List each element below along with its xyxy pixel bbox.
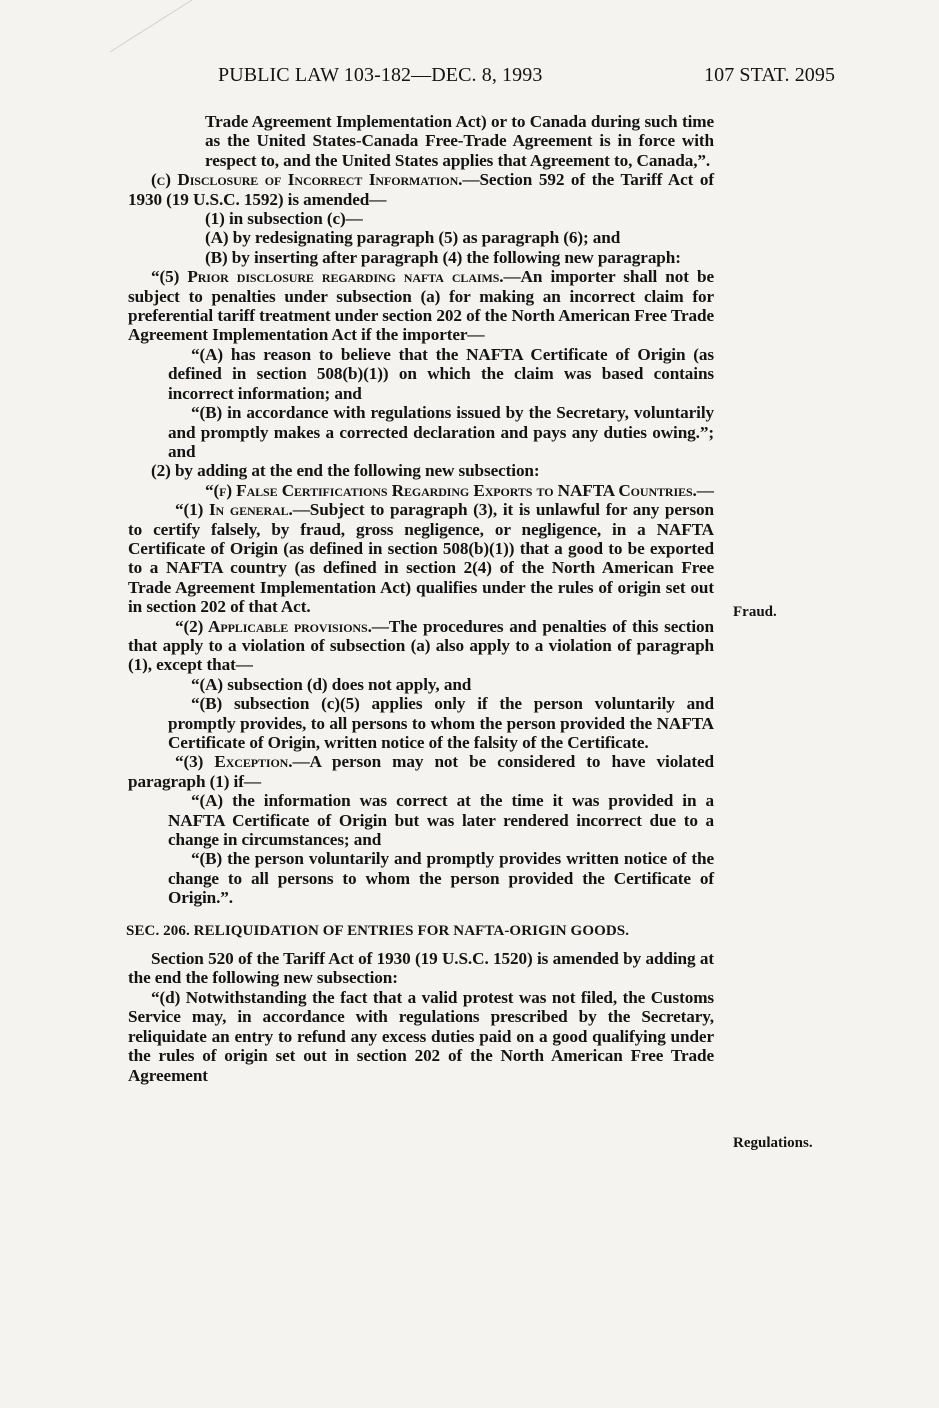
subsection-f-1 <box>128 500 714 616</box>
paragraph-5-text: —An importer shall not be subject to penalties under subsection (a) for making an incorrect claim for preferential tariff treatment under section 202 of the North American Free Trade Agreement Implementation Act if the importer— <box>128 267 714 345</box>
subsection-f-3-a: “(A) the information was correct at the time it was provided in a NAFTA Certificate of Origin but was later rendered incorrect due to a change in circumstances; and <box>168 791 714 850</box>
subsection-c <box>128 170 714 209</box>
section-206-text: Section 520 of the Tariff Act of 1930 (19 U.S.C. 1520) is amended by adding at the end the following new subsection: <box>128 949 714 988</box>
amendment-2: (2) by adding at the end the following new subsection: <box>151 461 540 481</box>
subsection-c-text: —Section 592 of the Tariff Act of 1930 (19 U.S.C. 1592) is amended— <box>128 170 714 209</box>
amendment-1-a: (A) by redesignating paragraph (5) as paragraph (6); and <box>205 228 621 248</box>
running-header-right: 107 STAT. 2095 <box>704 64 836 86</box>
subsection-f-3 <box>128 752 714 791</box>
subsection-f-1-heading: “(1) In general. <box>175 500 293 520</box>
subsection-f <box>128 481 714 500</box>
paragraph-5-a: “(A) has reason to believe that the NAFTA Certificate of Origin (as defined in section 508(b)(1)) on which the claim was based contains incorrect information; and <box>168 344 714 403</box>
paragraph-5-heading: “(5) Prior disclosure regarding nafta claims. <box>151 267 504 287</box>
subsection-f-2-a: “(A) subsection (d) does not apply, and <box>191 674 472 694</box>
subsection-f-heading: “(f) False Certifications Regarding Exports to NAFTA Countries. <box>205 480 697 500</box>
margin-note-fraud: Fraud. <box>733 604 777 620</box>
subsection-f-2-heading: “(2) Applicable provisions. <box>175 616 372 636</box>
paragraph-5 <box>128 267 714 345</box>
subsection-f-3-heading: “(3) Exception. <box>175 752 293 772</box>
amendment-1: (1) in subsection (c)— <box>205 209 363 229</box>
running-header-left: PUBLIC LAW 103-182—DEC. 8, 1993 <box>218 64 543 86</box>
subsection-f-2 <box>128 617 714 675</box>
subsection-f-2-b: “(B) subsection (c)(5) applies only if the person voluntarily and promptly provides, to all persons to whom the person provided the NAFTA Certificate of Origin, written notice of the falsity of the Certificate. <box>168 694 714 752</box>
subsection-f-3-b: “(B) the person voluntarily and promptly provides written notice of the change to all persons to whom the person provided the Certificate of Origin.”. <box>168 849 714 908</box>
subsection-f-text: — <box>696 480 714 500</box>
statute-body <box>128 112 714 1085</box>
subsection-f-2-text: —The procedures and penalties of this section that apply to a violation of subsection (a) also apply to a violation of paragraph (1), except that— <box>128 616 714 675</box>
pencil-mark <box>110 0 192 52</box>
paragraph-5-b: “(B) in accordance with regulations issued by the Secretary, voluntarily and promptly makes a corrected declaration and pays any duties owing.”; and <box>168 403 714 461</box>
subsection-d: “(d) Notwithstanding the fact that a valid protest was not filed, the Customs Service may, in accordance with regulations prescribed by the Secretary, reliquidate an entry to refund any excess duties paid on a good qualifying under the rules of origin set out in section 202 of the North American Free Trade Agreement <box>128 987 714 1085</box>
margin-note-regulations: Regulations. <box>733 1135 813 1151</box>
subsection-f-3-text: —A person may not be considered to have violated paragraph (1) if— <box>128 752 714 791</box>
subsection-f-1-text: —Subject to paragraph (3), it is unlawful for any person to certify falsely, by fraud, gross negligence, or negligence, in a NAFTA Certificate of Origin (as defined in section 508(b)(1)) that a good to be exported to a NAFTA country (as defined in section 2(4) of the North American Free Trade Agreement Implementation Act) qualifies under the rules of origin set out in section 202 of that Act. <box>128 500 714 617</box>
amendment-1-b: (B) by inserting after paragraph (4) the following new paragraph: <box>205 247 681 267</box>
section-206-heading: SEC. 206. RELIQUIDATION OF ENTRIES FOR NAFTA-ORIGIN GOODS. <box>126 922 630 939</box>
subsection-c-heading: (c) Disclosure of Incorrect Information. <box>151 170 463 190</box>
continued-paragraph: Trade Agreement Implementation Act) or to Canada during such time as the United States-Canada Free-Trade Agreement is in force with respect to, and the United States applies that Agreement to, Canada,”. <box>205 112 714 170</box>
